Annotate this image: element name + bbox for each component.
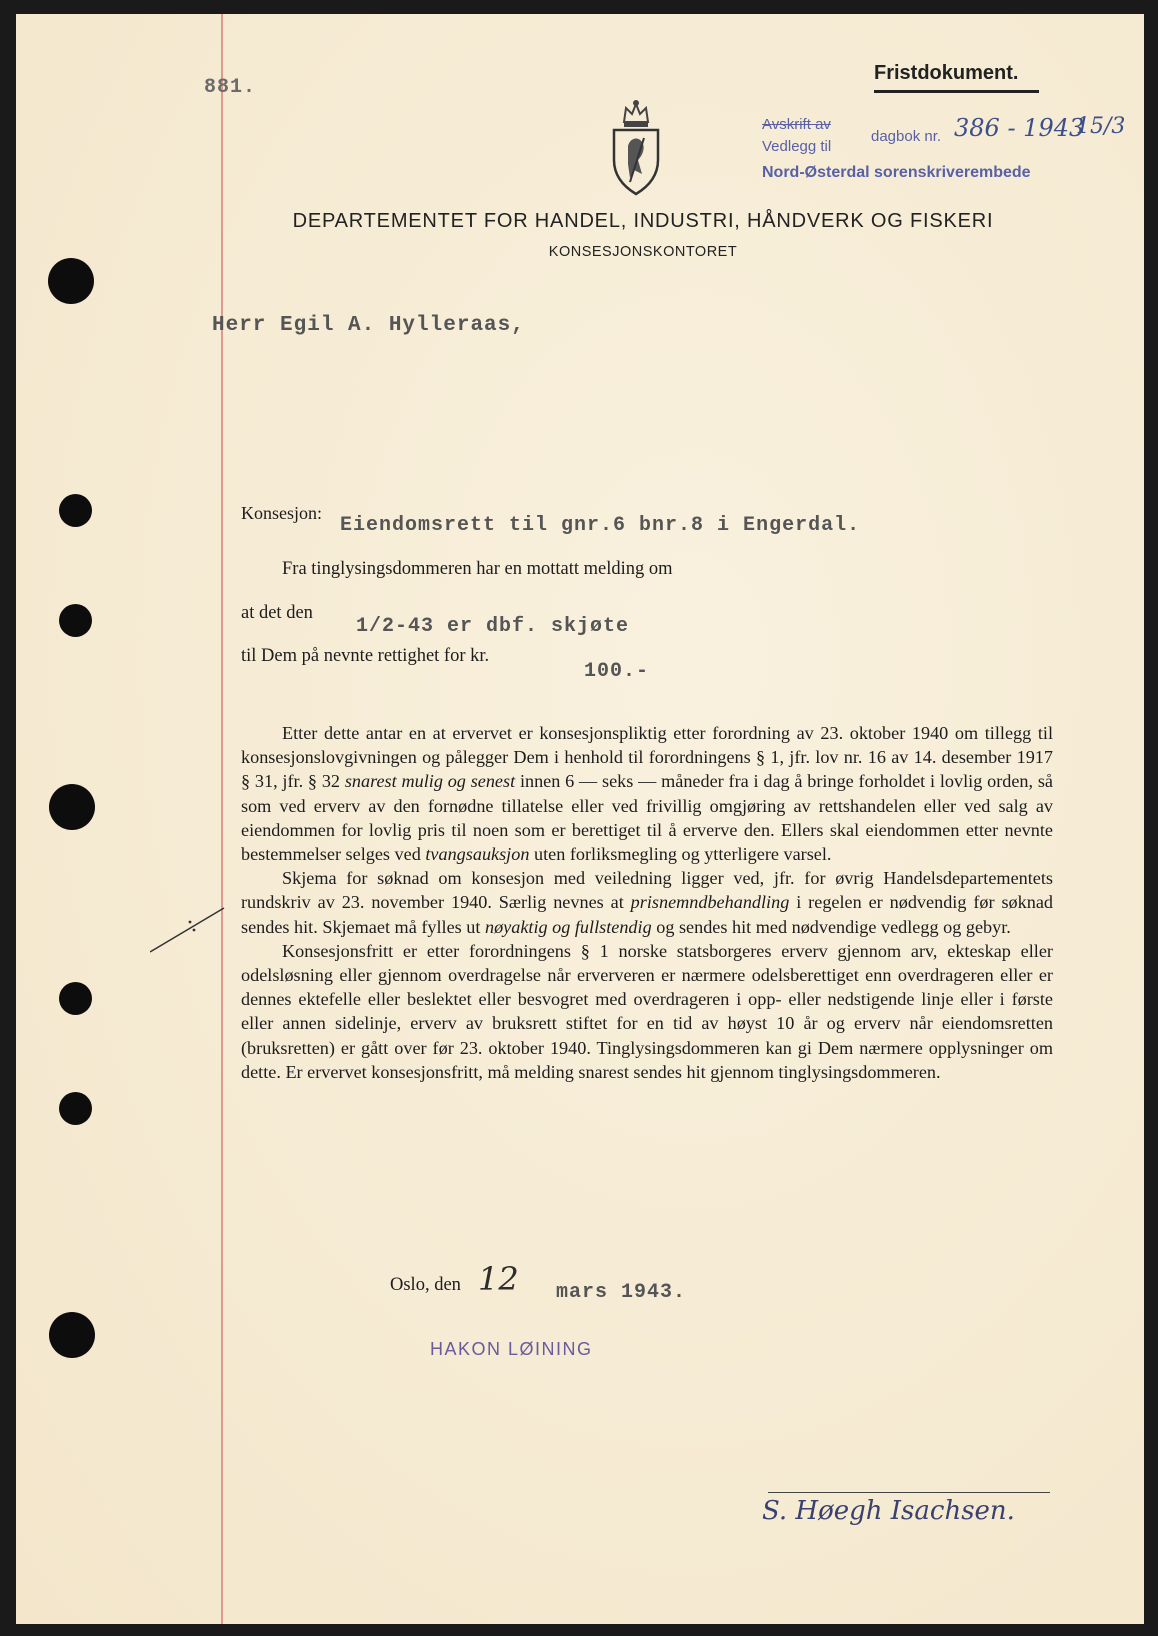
- konsesjon-label: Konsesjon:: [241, 503, 322, 523]
- signature-line: [768, 1492, 1050, 1493]
- body-text: [241, 721, 1053, 1084]
- punch-hole: [59, 494, 92, 527]
- amount-label: til Dem på nevnte rettighet for kr.: [241, 646, 490, 666]
- title-underline: [874, 90, 1039, 93]
- document-page: [16, 14, 1144, 1624]
- stamp-dagbok-number: 386 - 1943: [954, 114, 1085, 142]
- signature: S. Høegh Isachsen.: [762, 1496, 1015, 1526]
- punch-hole: [49, 784, 95, 830]
- signer-stamp: HAKON LØINING: [430, 1339, 593, 1359]
- closing-day: 12: [478, 1260, 519, 1298]
- punch-hole: [59, 604, 92, 637]
- margin-check-mark: [150, 904, 230, 956]
- recipient: Herr Egil A. Hylleraas,: [212, 314, 525, 337]
- amount-value: 100.-: [584, 660, 650, 683]
- closing-place: Oslo, den: [390, 1275, 461, 1295]
- intro-text: Fra tinglysingsdommeren har en mottatt melding om: [282, 559, 673, 579]
- stamp-office: Nord-Østerdal sorenskriverembede: [762, 164, 1031, 181]
- punch-hole: [49, 1312, 95, 1358]
- closing-month-year: mars 1943.: [556, 1281, 687, 1304]
- date-value: 1/2-43 er dbf. skjøte: [356, 615, 630, 638]
- document-type-title: Fristdokument.: [874, 62, 1019, 84]
- department-name: DEPARTEMENTET FOR HANDEL, INDUSTRI, HÅNDVERK OG FISKERI: [292, 210, 994, 232]
- date-label: at det den: [241, 603, 313, 623]
- coat-of-arms-icon: [608, 98, 664, 196]
- stamp-avskrift: Avskrift av: [762, 116, 831, 133]
- paragraph-1: Etter dette antar en at ervervet er konsesjonspliktig etter forordning av 23. oktober 1940 om tillegg til konsesjonslovgivningen og pålegger Dem i henhold til forordningens § 1, jfr. lov nr. 16 av 14. desember 1917 § 31, jfr. § 32 snarest mulig og senest innen 6 — seks — måneder fra i dag å bringe forholdet i lovlig orden, så som ved erverv av den fornødne tillatelse eller ved frivillig omgjøring av rettshandelen eller ved salg av eiendommen for lovlig pris til noen som er berettiget til å erverve den. Ellers skal eiendommen etter nevnte bestemmelser selges ved tvangsauksjon uten forliksmegling og ytterligere varsel.: [241, 723, 1053, 865]
- punch-hole: [59, 982, 92, 1015]
- department-office: KONSESJONSKONTORET: [548, 244, 738, 260]
- stamp-dagbok-label: dagbok nr.: [871, 128, 942, 145]
- punch-hole: [48, 258, 94, 304]
- stamp-vedlegg: Vedlegg til: [762, 138, 832, 155]
- margin-line: [221, 14, 223, 1624]
- stamp-date: 15/3: [1076, 114, 1126, 139]
- konsesjon-value: Eiendomsrett til gnr.6 bnr.8 i Engerdal.: [340, 514, 861, 537]
- paragraph-2: Skjema for søknad om konsesjon med veiledning ligger ved, jfr. for øvrig Handelsdepartementets rundskriv av 23. november 1940. Særlig nevnes at prisnemndbehandling i regelen er nødvendig før søknad sendes hit. Skjemaet må fylles ut nøyaktig og fullstendig og sendes hit med nødvendige vedlegg og gebyr.: [241, 868, 1053, 937]
- punch-hole: [59, 1092, 92, 1125]
- paragraph-3: Konsesjonsfritt er etter forordningens § 1 norske statsborgeres erverv gjennom arv, ekteskap eller odelsløsning eller gjennom overdragelse når erververen er nærmere odelsberettiget enn overdrageren eller er dennes ektefelle eller beslektet eller besvogret med overdrageren i opp- eller nedstigende linje eller i første eller annen sidelinje, erverv av bruksrett stiftet for en tid av høyst 10 år og erverv når eiendomsretten (bruksretten) er gått over før 23. oktober 1940. Tinglysingsdommeren kan gi Dem nærmere opplysninger om dette. Er ervervet konsesjonsfritt, må melding snarest sendes hit gjennom tinglysingsdommeren.: [241, 940, 1053, 1082]
- file-number: 881.: [204, 76, 257, 99]
